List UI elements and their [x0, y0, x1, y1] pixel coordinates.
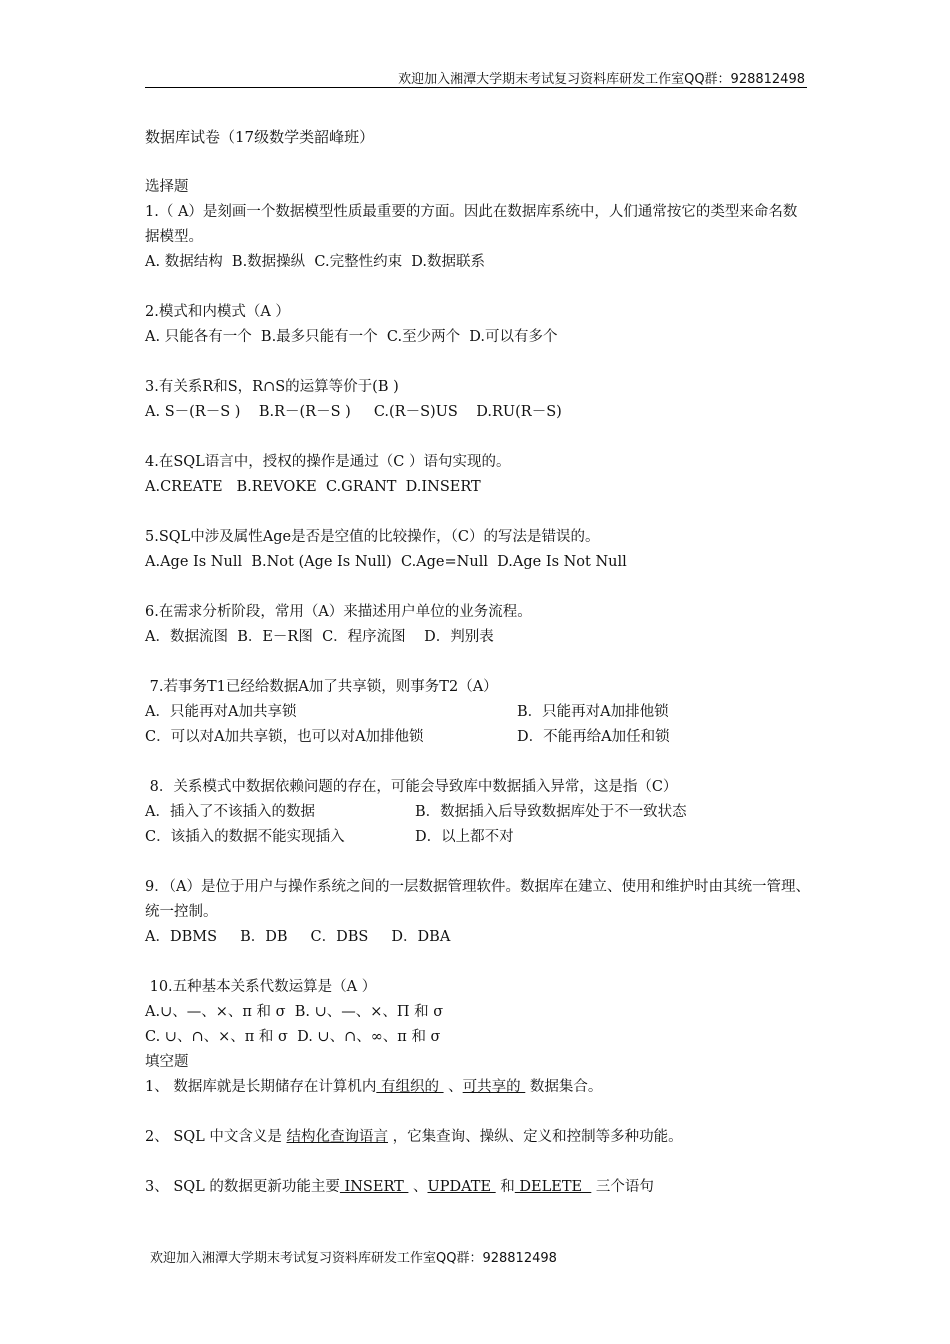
q8-option-d: D．以上都不对 — [415, 829, 514, 845]
q7-option-a: A．只能再对A加共享锁 — [145, 704, 297, 720]
q8-options-row1 — [145, 800, 810, 825]
f1-text-post: 数据集合。 — [525, 1079, 603, 1095]
f1-text-mid: 、 — [443, 1079, 463, 1095]
f3-text-post: 三个语句 — [591, 1179, 654, 1195]
q5-stem: 5.SQL中涉及属性Age是否是空值的比较操作，（C）的写法是错误的。 — [145, 529, 600, 545]
q3-stem: 3.有关系R和S，R∩S的运算等价于(B ) — [145, 379, 399, 395]
q1-options: A. 数据结构 B.数据操纵 C.完整性约束 D.数据联系 — [145, 254, 486, 270]
page-header: 欢迎加入湘潭大学期末考试复习资料库研发工作室QQ群：928812498 — [398, 72, 805, 87]
f3-blank-1: INSERT — [339, 1179, 409, 1195]
q9-options: A．DBMS B．DB C．DBS D．DBA — [145, 929, 451, 945]
section-fill-heading: 填空题 — [145, 1054, 189, 1070]
q8-option-b: B．数据插入后导致数据库处于不一致状态 — [415, 804, 687, 820]
q1-stem: 1.（ A）是刻画一个数据模型性质最重要的方面。因此在数据库系统中，人们通常按它的类型来命名数据模型。 — [145, 204, 798, 245]
q2-options: A. 只能各有一个 B.最多只能有一个 C.至少两个 D.可以有多个 — [145, 329, 558, 345]
q7-options-row2 — [145, 725, 810, 750]
f3-text-pre: 3、 SQL 的数据更新功能主要 — [145, 1179, 340, 1195]
q3-options: A. S－(R－S ) B.R－(R－S ) C.(R－S)US D.RU(R－S) — [145, 404, 562, 420]
q7-option-d: D．不能再给A加任和锁 — [517, 729, 670, 745]
q7-option-b: B．只能再对A加排他锁 — [517, 704, 669, 720]
q5-options: A.Age Is Null B.Not (Age Is Null) C.Age=Null D.Age Is Not Null — [145, 554, 627, 570]
q8-option-a: A．插入了不该插入的数据 — [145, 804, 315, 820]
f3-text-mid1: 、 — [408, 1179, 428, 1195]
q7-stem: 7.若事务T1已经给数据A加了共享锁，则事务T2（A） — [145, 679, 498, 695]
page-footer: 欢迎加入湘潭大学期末考试复习资料库研发工作室QQ群：928812498 — [150, 1251, 557, 1266]
q2-stem: 2.模式和内模式（A ） — [145, 304, 290, 320]
q4-options: A.CREATE B.REVOKE C.GRANT D.INSERT — [145, 479, 481, 495]
exam-body — [145, 125, 810, 1200]
f2-text-pre: 2、 SQL 中文含义是 — [145, 1129, 287, 1145]
fill-question-3 — [145, 1175, 810, 1200]
f1-blank-2: 可共享的 — [462, 1079, 526, 1095]
q8-stem: 8．关系模式中数据依赖问题的存在，可能会导致库中数据插入异常，这是指（C） — [145, 779, 678, 795]
q4-stem: 4.在SQL语言中，授权的操作是通过（C ）语句实现的。 — [145, 454, 511, 470]
q6-stem: 6.在需求分析阶段，常用（A）来描述用户单位的业务流程。 — [145, 604, 532, 620]
q9-stem: 9．（A）是位于用户与操作系统之间的一层数据管理软件。数据库在建立、使用和维护时由其统一管理、统一控制。 — [145, 879, 810, 920]
f2-text-post: ，它集查询、操纵、定义和控制等多种功能。 — [388, 1129, 683, 1145]
fill-question-1 — [145, 1075, 810, 1100]
exam-title: 数据库试卷（17级数学类韶峰班） — [145, 128, 375, 146]
f1-blank-1: 有组织的 — [376, 1079, 444, 1095]
q7-options-row1 — [145, 700, 810, 725]
q10-options-2: C. ∪、∩、×、π 和 σ D. ∪、∩、∞、π 和 σ — [145, 1029, 441, 1045]
q7-option-c: C．可以对A加共享锁，也可以对A加排他锁 — [145, 729, 424, 745]
f1-text-pre: 1、 数据库就是长期储存在计算机内 — [145, 1079, 377, 1095]
q8-option-c: C．该插入的数据不能实现插入 — [145, 829, 345, 845]
q10-options-1: A.∪、—、×、π 和 σ B. ∪、—、×、Π 和 σ — [145, 1004, 444, 1020]
f2-blank-1: 结构化查询语言 — [286, 1129, 389, 1145]
header-rule — [145, 87, 807, 88]
f3-blank-3: DELETE — [514, 1179, 592, 1195]
q8-options-row2 — [145, 825, 810, 850]
f3-blank-2: UPDATE — [427, 1179, 496, 1195]
q10-stem: 10.五种基本关系代数运算是（A ） — [145, 979, 377, 995]
section-choice-heading: 选择题 — [145, 179, 189, 195]
q6-options: A．数据流图 B．E－R图 C．程序流图 D．判别表 — [145, 629, 494, 645]
f3-text-mid2: 和 — [495, 1179, 515, 1195]
fill-question-2 — [145, 1125, 810, 1150]
